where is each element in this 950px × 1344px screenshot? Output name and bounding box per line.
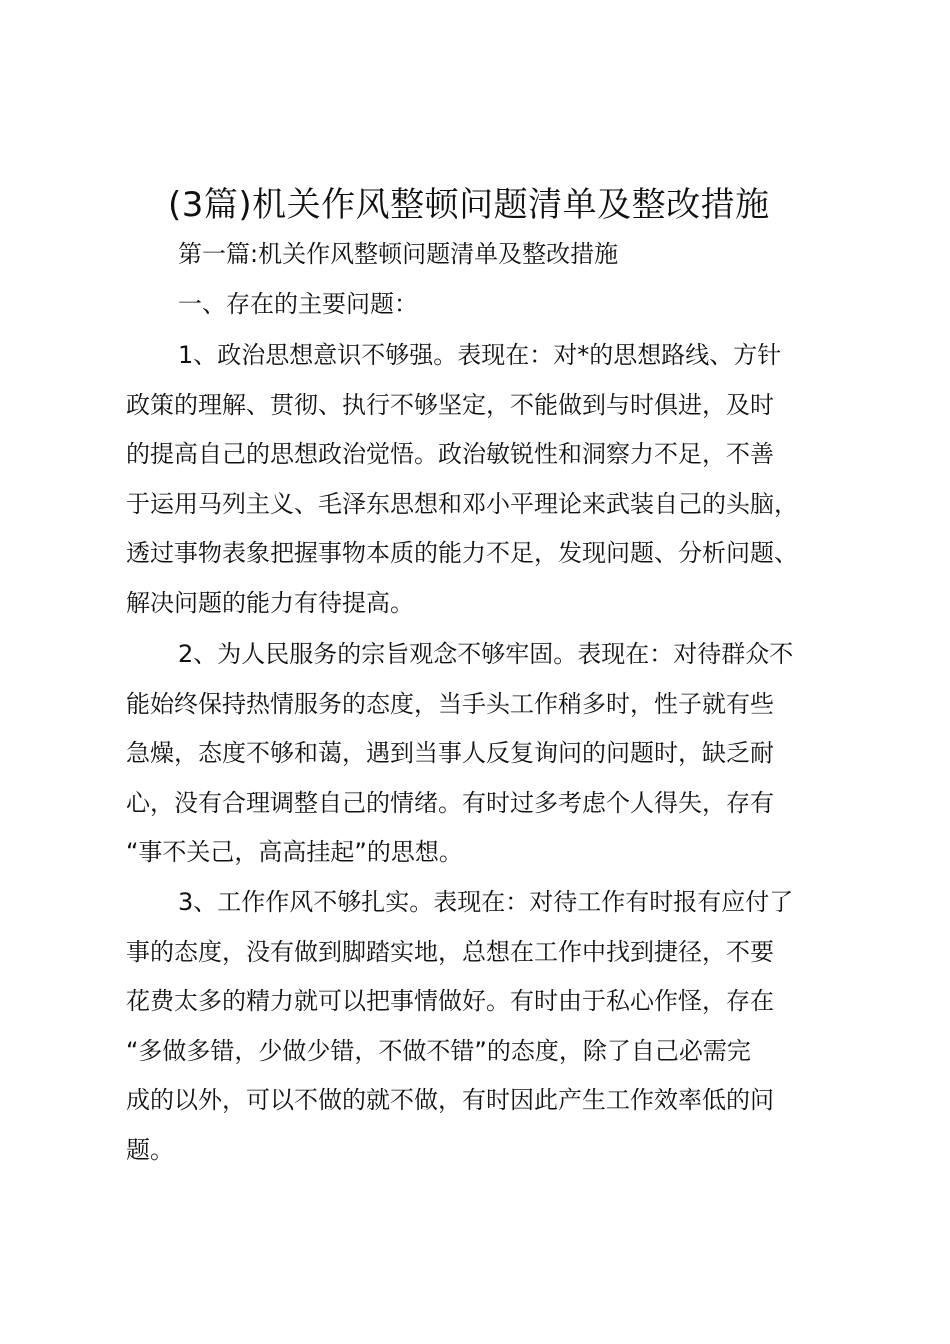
paragraph-line: 政策的理解、贯彻、执行不够坚定，不能做到与时俱进，及时 [126,390,774,419]
paragraph-line: 于运用马列主义、毛泽东思想和邓小平理论来武装自己的头脑， [126,489,798,518]
paragraph-line: 3、工作作风不够扎实。表现在：对待工作有时报有应付了 [178,888,794,916]
paragraph-line: “多做多错，少做少错，不做不错”的态度，除了自己必需完 [126,1036,751,1065]
paragraph-line: 题。 [126,1135,174,1164]
paragraph-line: 的提高自己的思想政治觉悟。政治敏锐性和洞察力不足，不善 [126,440,774,469]
paragraph-line: 急燥，态度不够和蔼，遇到当事人反复询问的问题时，缺乏耐 [126,739,774,768]
paragraph-line: 能始终保持热情服务的态度，当手头工作稍多时，性子就有些 [126,689,774,718]
paragraph-political-awareness [126,331,862,629]
paragraph-service-concept [126,630,862,878]
paragraph-line: “事不关己，高高挂起”的思想。 [126,838,463,867]
paragraph-line: 2、为人民服务的宗旨观念不够牢固。表现在：对待群众不 [178,640,794,668]
part-subtitle: 第一篇:机关作风整顿问题清单及整改措施 [178,240,619,268]
paragraph-line: 1、政治思想意识不够强。表现在：对*的思想路线、方针 [178,341,782,369]
document-title: (3篇)机关作风整顿问题清单及整改措施 [168,185,770,225]
section-heading: 一、存在的主要问题： [178,290,418,318]
paragraph-line: 成的以外，可以不做的就不做，有时因此产生工作效率低的问 [126,1086,774,1115]
paragraph-line: 花费太多的精力就可以把事情做好。有时由于私心作怪，存在 [126,987,774,1016]
paragraph-work-style [126,878,862,1176]
paragraph-line: 事的态度，没有做到脚踏实地，总想在工作中找到捷径，不要 [126,937,774,966]
paragraph-line: 透过事物表象把握事物本质的能力不足，发现问题、分析问题、 [126,539,798,568]
paragraph-line: 心，没有合理调整自己的情绪。有时过多考虑个人得失，存有 [126,788,774,817]
paragraph-line: 解决问题的能力有待提高。 [126,588,414,617]
